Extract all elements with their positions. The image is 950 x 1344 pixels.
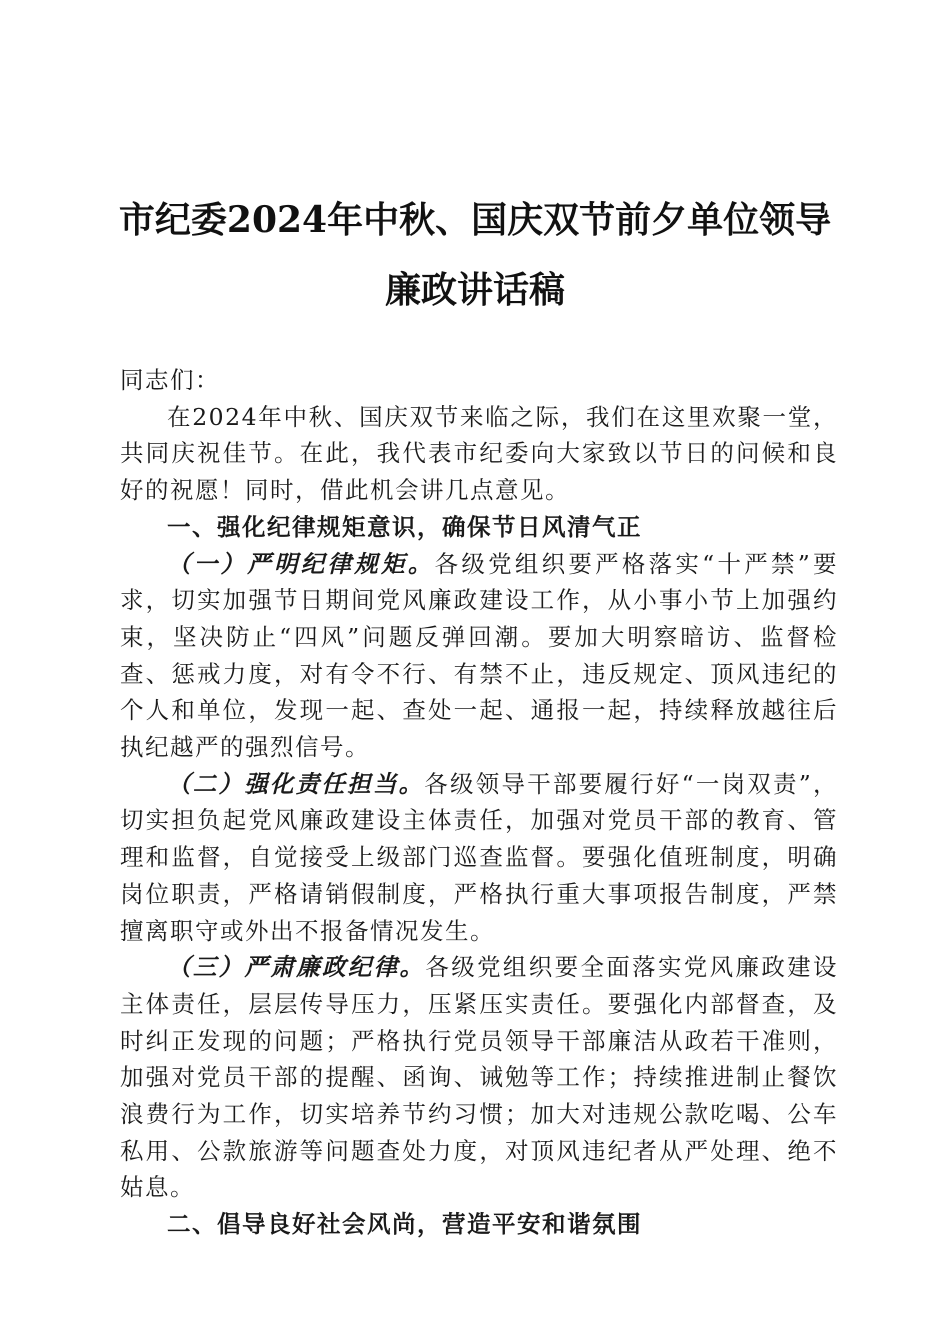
item-3-lead: （三）严肃廉政纪律。 [167, 953, 426, 982]
section-1-item-3 [120, 949, 838, 1206]
document-title-line-2: 廉政讲话稿 [384, 269, 565, 311]
section-1-item-1 [120, 546, 838, 766]
section-2-heading: 二、倡导良好社会风尚，营造平安和谐氛围 [167, 1210, 642, 1239]
document-title-line-1: 市纪委2024年中秋、国庆双节前夕单位领导 [118, 199, 832, 241]
intro-paragraph: 在2024年中秋、国庆双节来临之际，我们在这里欢聚一堂，共同庆祝佳节。在此，我代表市纪委向大家致以节日的问候和良好的祝愿！同时，借此机会讲几点意见。 [120, 402, 838, 505]
item-1-lead: （一）严明纪律规矩。 [167, 549, 435, 578]
item-1-text: 各级党组织要严格落实“十严禁”要求，切实加强节日期间党风廉政建设工作，从小事小节上加强约束，坚决防止“四风”问题反弹回潮。要加大明察暗访、监督检查、惩戒力度，对有令不行、有禁不止，违反规定、顶风违纪的个人和单位，发现一起、查处一起、通报一起，持续释放越往后执纪越严的强烈信号。 [120, 549, 839, 762]
salutation: 同志们： [120, 366, 220, 394]
section-1-heading: 一、强化纪律规矩意识，确保节日风清气正 [167, 512, 642, 541]
item-3-text: 各级党组织要全面落实党风廉政建设主体责任，层层传导压力，压紧压实责任。要强化内部督查，及时纠正发现的问题；严格执行党员领导干部廉洁从政若干准则，加强对党员干部的提醒、函询、诫勉等工作；持续推进制止餐饮浪费行为工作，切实培养节约习惯；加大对违规公款吃喝、公车私用、公款旅游等问题查处力度，对顶风违纪者从严处理、绝不姑息。 [120, 953, 839, 1202]
item-2-text: 各级领导干部要履行好“一岗双责”，切实担负起党风廉政建设主体责任，加强对党员干部的教育、管理和监督，自觉接受上级部门巡查监督。要强化值班制度，明确岗位职责，严格请销假制度，严格执行重大事项报告制度，严禁擅离职守或外出不报备情况发生。 [120, 769, 838, 945]
document-body [120, 362, 838, 1243]
section-1-item-2 [120, 766, 838, 950]
item-2-lead: （二）强化责任担当。 [167, 769, 425, 798]
